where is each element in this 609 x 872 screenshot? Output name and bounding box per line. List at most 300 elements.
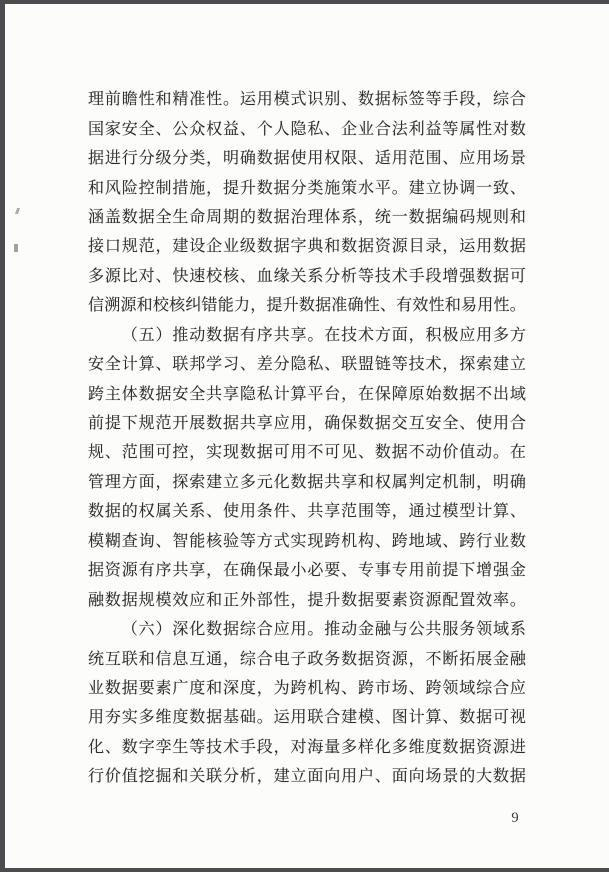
text-char: 用	[476, 150, 493, 168]
text-char: 构	[358, 532, 375, 550]
text-char: 前	[104, 91, 121, 109]
text-char: 据	[358, 238, 375, 256]
text-char: 共	[172, 562, 189, 580]
text-char: 据	[88, 562, 105, 580]
text-char: 、	[442, 532, 459, 550]
text-char: 。	[509, 591, 526, 609]
text-char: 掘	[155, 768, 172, 786]
text-char: 进	[104, 150, 121, 168]
text-char: 动	[341, 621, 358, 639]
text-char: 施	[324, 179, 341, 197]
text-char: 方	[121, 473, 138, 491]
text-char: 、	[206, 503, 223, 521]
text-char: 推	[172, 326, 189, 344]
text-char: 增	[476, 562, 493, 580]
text-char: ）	[155, 621, 172, 639]
text-char: 瞻	[121, 91, 138, 109]
text-char: 和	[358, 473, 375, 491]
text-char: 属	[459, 120, 476, 138]
text-char: 数	[442, 385, 459, 403]
text-char: 治	[290, 208, 307, 226]
text-char: 智	[172, 532, 189, 550]
text-char: 不	[408, 444, 425, 462]
text-char: 术	[425, 356, 442, 374]
text-char: 段	[425, 267, 442, 285]
text-char: 跨	[425, 679, 442, 697]
text-char: 在	[358, 385, 375, 403]
text-char: 系	[189, 503, 206, 521]
text-char: 型	[459, 503, 476, 521]
text-char: 多	[391, 738, 408, 756]
text-char: 强	[493, 562, 510, 580]
text-char: 段	[459, 91, 476, 109]
text-char: 过	[425, 503, 442, 521]
text-char: 统	[88, 650, 105, 668]
text-char: 算	[138, 356, 155, 374]
text-char: 用	[290, 415, 307, 433]
text-char: 能	[189, 532, 206, 550]
text-char: 数	[206, 326, 223, 344]
text-char: 正	[223, 591, 240, 609]
text-char: 立	[223, 473, 240, 491]
text-char: 速	[189, 267, 206, 285]
text-char: 血	[256, 267, 273, 285]
text-char: 数	[509, 532, 526, 550]
text-line	[88, 731, 526, 760]
text-char: 模	[273, 91, 290, 109]
text-char: ，	[476, 91, 493, 109]
text-char: 有	[396, 297, 413, 315]
text-char: 致	[493, 179, 510, 197]
text-char: 多	[493, 326, 510, 344]
text-char: 属	[391, 473, 408, 491]
text-char: 段	[256, 738, 273, 756]
text-char: 数	[358, 415, 375, 433]
text-char: 运	[459, 238, 476, 256]
text-char: 等	[358, 267, 375, 285]
text-char: 原	[408, 385, 425, 403]
text-char: 条	[256, 503, 273, 521]
text-char: 周	[206, 208, 223, 226]
text-char: 算	[425, 709, 442, 727]
text-char: 行	[121, 150, 138, 168]
text-line	[88, 260, 526, 289]
text-char: ，	[206, 150, 223, 168]
text-char: 息	[172, 650, 189, 668]
text-char: 度	[425, 738, 442, 756]
text-char: 利	[408, 120, 425, 138]
document-text-block	[88, 83, 526, 790]
text-char: 联	[307, 709, 324, 727]
text-char: 据	[509, 238, 526, 256]
text-char: 理	[104, 473, 121, 491]
text-char: 度	[189, 679, 206, 697]
text-char: 必	[307, 562, 324, 580]
text-char: 数	[239, 444, 256, 462]
text-char: 场	[425, 768, 442, 786]
text-char: 立	[509, 356, 526, 374]
text-char: 据	[273, 208, 290, 226]
text-char: 互	[104, 650, 121, 668]
text-char: 据	[358, 591, 375, 609]
text-char: 服	[442, 621, 459, 639]
text-char: 核	[223, 267, 240, 285]
text-char: 系	[509, 621, 526, 639]
text-char: 模	[442, 503, 459, 521]
text-char: 等	[189, 738, 206, 756]
text-char: ，	[442, 356, 459, 374]
text-char: 合	[256, 650, 273, 668]
text-char: ，	[341, 385, 358, 403]
text-char: 理	[307, 208, 324, 226]
text-char: 等	[374, 503, 391, 521]
text-char: 互	[408, 415, 425, 433]
text-char: ，	[391, 503, 408, 521]
text-char: 领	[476, 621, 493, 639]
text-char: 据	[256, 444, 273, 462]
text-char: 据	[374, 91, 391, 109]
text-char: 实	[121, 709, 138, 727]
text-char: 要	[374, 591, 391, 609]
text-char: ，	[408, 326, 425, 344]
text-char: 差	[256, 356, 273, 374]
text-char: 索	[189, 473, 206, 491]
text-char: 分	[290, 179, 307, 197]
text-char: 范	[341, 503, 358, 521]
text-char: 合	[509, 91, 526, 109]
text-char: 据	[104, 503, 121, 521]
text-char: 下	[121, 415, 138, 433]
text-char: 和	[509, 208, 526, 226]
text-char: 数	[290, 473, 307, 491]
text-char: 通	[408, 503, 425, 521]
text-char: 据	[223, 415, 240, 433]
text-char: 性	[206, 91, 223, 109]
text-char: 统	[374, 208, 391, 226]
text-char: 主	[104, 385, 121, 403]
text-char: 合	[324, 709, 341, 727]
text-char: 综	[476, 679, 493, 697]
text-char: 全	[104, 356, 121, 374]
text-char: 式	[290, 91, 307, 109]
text-char: 置	[459, 591, 476, 609]
text-char: 合	[509, 415, 526, 433]
text-char: 缘	[273, 267, 290, 285]
text-char: 典	[307, 238, 324, 256]
text-char: 共	[273, 326, 290, 344]
text-char: 提	[104, 415, 121, 433]
text-char: 习	[223, 356, 240, 374]
text-char: 子	[290, 650, 307, 668]
text-char: 、	[509, 179, 526, 197]
text-char: 、	[442, 709, 459, 727]
text-char: 立	[425, 179, 442, 197]
text-char: 范	[138, 238, 155, 256]
text-char: 录	[425, 238, 442, 256]
text-char: 业	[358, 120, 375, 138]
text-char: 机	[442, 473, 459, 491]
text-char: 数	[341, 591, 358, 609]
text-char: 保	[374, 385, 391, 403]
text-char: 手	[239, 738, 256, 756]
text-char: 设	[189, 238, 206, 256]
text-char: 用	[256, 91, 273, 109]
text-char	[88, 616, 104, 639]
text-char: 据	[273, 150, 290, 168]
text-char: 值	[459, 444, 476, 462]
text-char: 数	[104, 591, 121, 609]
text-char: 升	[239, 179, 256, 197]
text-char: 机	[341, 532, 358, 550]
text-char: 动	[425, 444, 442, 462]
text-char: 性	[273, 591, 290, 609]
text-char: 数	[509, 120, 526, 138]
text-char: 大	[476, 768, 493, 786]
text-line	[88, 760, 526, 789]
text-line	[88, 230, 526, 259]
text-char: 数	[298, 297, 315, 315]
text-char: 和	[444, 297, 461, 315]
text-line	[88, 436, 526, 465]
text-char: 核	[169, 297, 186, 315]
text-char: 系	[307, 267, 324, 285]
text-char: 孪	[155, 738, 172, 756]
text-char: 配	[442, 591, 459, 609]
text-char: 类	[307, 179, 324, 197]
text-char: 景	[442, 768, 459, 786]
text-char: 探	[172, 473, 189, 491]
text-char: 在	[223, 562, 240, 580]
text-char: 规	[121, 238, 138, 256]
text-char: 、	[104, 444, 121, 462]
text-char: 术	[223, 738, 240, 756]
text-char: 度	[172, 709, 189, 727]
text-char: ，	[408, 650, 425, 668]
text-char: ，	[442, 238, 459, 256]
text-char: 据	[493, 267, 510, 285]
text-char: 全	[442, 415, 459, 433]
text-char: 、	[374, 768, 391, 786]
text-char: 应	[273, 621, 290, 639]
text-char: 六	[138, 621, 155, 639]
text-char: 效	[412, 297, 429, 315]
text-char: 验	[223, 532, 240, 550]
text-char: 据	[88, 150, 105, 168]
text-char: 明	[223, 150, 240, 168]
text-char: 值	[121, 768, 138, 786]
text-char: 应	[509, 679, 526, 697]
text-char: 量	[324, 738, 341, 756]
text-char: 、	[104, 738, 121, 756]
text-char: 签	[408, 91, 425, 109]
text-char: 措	[172, 179, 189, 197]
text-char: 外	[239, 591, 256, 609]
text-char: 、	[459, 415, 476, 433]
text-line	[88, 83, 526, 112]
text-char: 。	[307, 326, 324, 344]
text-line	[88, 525, 526, 554]
text-char: 分	[324, 267, 341, 285]
text-char: 分	[273, 356, 290, 374]
text-char: 增	[442, 267, 459, 285]
text-char: 规	[476, 208, 493, 226]
text-char: 用	[239, 503, 256, 521]
text-char	[105, 616, 121, 639]
text-char: 据	[459, 385, 476, 403]
text-char: 计	[476, 503, 493, 521]
text-char: 级	[239, 238, 256, 256]
text-char: 不	[425, 650, 442, 668]
text-char: 跨	[324, 532, 341, 550]
text-char: 隐	[290, 120, 307, 138]
text-char: 识	[307, 91, 324, 109]
text-char: 技	[341, 326, 358, 344]
text-char: 码	[459, 208, 476, 226]
text-char: 字	[290, 238, 307, 256]
text-char: 建	[206, 473, 223, 491]
text-char: 属	[155, 503, 172, 521]
text-char: 信	[88, 297, 105, 315]
text-char: 数	[493, 768, 510, 786]
text-char: 进	[509, 738, 526, 756]
text-char: 等	[391, 356, 408, 374]
text-char: 适	[374, 150, 391, 168]
text-char: 字	[138, 738, 155, 756]
text-char: 定	[425, 473, 442, 491]
text-char: 理	[88, 91, 105, 109]
text-char: 政	[307, 650, 324, 668]
text-char: 、	[509, 503, 526, 521]
text-char: 多	[239, 473, 256, 491]
text-char: 模	[155, 591, 172, 609]
text-char: 索	[476, 356, 493, 374]
text-char: 调	[459, 179, 476, 197]
text-char: 数	[206, 621, 223, 639]
text-char: 众	[189, 120, 206, 138]
text-char: 提	[223, 179, 240, 197]
text-char: 快	[172, 267, 189, 285]
text-char: 、	[374, 709, 391, 727]
text-char: 益	[223, 120, 240, 138]
text-char: 行	[476, 532, 493, 550]
text-char: 展	[476, 650, 493, 668]
text-char: 确	[324, 415, 341, 433]
text-char: 基	[223, 709, 240, 727]
text-char: 据	[391, 444, 408, 462]
text-char: 有	[239, 326, 256, 344]
document-page	[5, 4, 609, 868]
text-char: 用	[88, 709, 105, 727]
text-char: 拓	[459, 650, 476, 668]
text-char: 联	[121, 650, 138, 668]
scan-speck	[14, 244, 18, 252]
text-char: 市	[374, 679, 391, 697]
text-char: 协	[442, 179, 459, 197]
text-char: 手	[442, 91, 459, 109]
text-char: 用	[290, 621, 307, 639]
text-char: 和	[136, 297, 153, 315]
text-line	[88, 201, 526, 230]
text-char: 资	[408, 591, 425, 609]
text-char: 现	[307, 532, 324, 550]
text-char: 易	[461, 297, 478, 315]
text-char: 私	[256, 385, 273, 403]
text-char: 金	[509, 562, 526, 580]
text-char: 、	[155, 356, 172, 374]
text-char: 、	[324, 356, 341, 374]
text-char: 前	[88, 415, 105, 433]
text-char: （	[121, 621, 138, 639]
text-char: 确	[509, 473, 526, 491]
text-char: 糊	[104, 532, 121, 550]
text-char: 邦	[189, 356, 206, 374]
text-char: ，	[256, 679, 273, 697]
text-char: 风	[104, 179, 121, 197]
text-char: 和	[172, 768, 189, 786]
text-char: 构	[324, 679, 341, 697]
text-char: ，	[250, 297, 267, 315]
text-char: 综	[239, 621, 256, 639]
text-char: ，	[256, 768, 273, 786]
text-char: 技	[206, 738, 223, 756]
text-char: ，	[223, 650, 240, 668]
text-line	[88, 319, 526, 348]
text-char: 场	[493, 150, 510, 168]
text-char: 见	[341, 444, 358, 462]
text-char: 维	[408, 738, 425, 756]
text-char: 使	[476, 415, 493, 433]
text-char: 方	[509, 326, 526, 344]
page-number: 9	[511, 810, 519, 826]
text-char: 源	[493, 738, 510, 756]
text-char: 推	[324, 621, 341, 639]
text-char: 跨	[358, 679, 375, 697]
text-line	[88, 289, 526, 318]
text-char: 度	[239, 679, 256, 697]
text-char: 范	[408, 150, 425, 168]
text-char: 数	[341, 238, 358, 256]
text-char: 跨	[459, 532, 476, 550]
text-char: 一	[476, 179, 493, 197]
text-char: 和	[155, 91, 172, 109]
text-char: ，	[155, 473, 172, 491]
text-char: 术	[358, 326, 375, 344]
text-char: 最	[273, 562, 290, 580]
text-char: 小	[290, 562, 307, 580]
text-char: 围	[425, 150, 442, 168]
text-char: 积	[425, 326, 442, 344]
text-char: 算	[493, 503, 510, 521]
text-char: 图	[391, 709, 408, 727]
text-char: 计	[408, 709, 425, 727]
text-char: 益	[425, 120, 442, 138]
text-char: 明	[493, 473, 510, 491]
text-char: 数	[408, 208, 425, 226]
text-char: 目	[408, 238, 425, 256]
text-char: 性	[363, 297, 380, 315]
text-char: 场	[391, 679, 408, 697]
text-char: 应	[459, 326, 476, 344]
text-char: 权	[374, 473, 391, 491]
text-char: 深	[223, 679, 240, 697]
text-char: 、	[341, 679, 358, 697]
text-char: 可	[155, 444, 172, 462]
text-char: 据	[206, 709, 223, 727]
text-char: 极	[442, 326, 459, 344]
text-char: 件	[273, 503, 290, 521]
text-char: 力	[233, 297, 250, 315]
text-char: 企	[341, 120, 358, 138]
